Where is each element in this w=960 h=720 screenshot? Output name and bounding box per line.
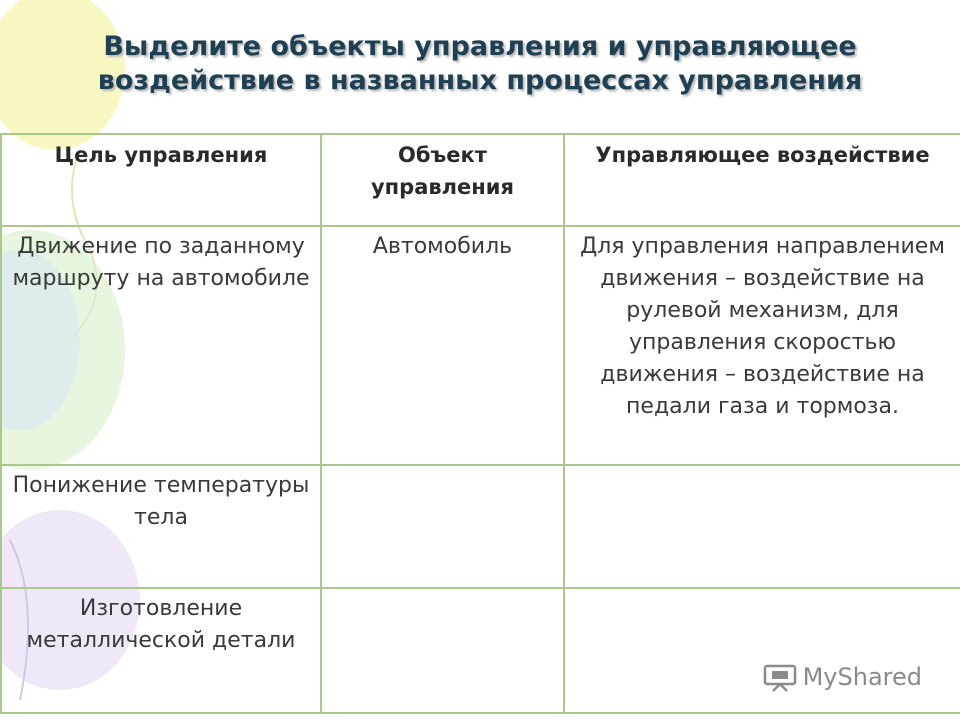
title-line-2: воздействие в названных процессах управления: [97, 65, 863, 96]
table-cell-goal: Движение по заданному маршруту на автомобиле: [1, 226, 321, 465]
watermark-text: MyShared: [802, 663, 922, 691]
header-action: Управляющее воздействие: [564, 134, 960, 226]
table-cell-object: [321, 465, 564, 588]
header-goal: Цель управления: [1, 134, 321, 226]
table-cell-action: [564, 465, 960, 588]
table-header-row: [1, 134, 960, 226]
header-object: Объект управления: [321, 134, 564, 226]
title-line-1: Выделите объекты управления и управляющее: [103, 31, 857, 62]
table-cell-action: [564, 588, 960, 713]
slide-title: [0, 30, 960, 98]
table-cell-object: Автомобиль: [321, 226, 564, 465]
table-cell-object: [321, 588, 564, 713]
table-row: [1, 588, 960, 713]
control-processes-table: [0, 133, 960, 714]
table-row: [1, 465, 960, 588]
table-cell-goal: Изготовление металлической детали: [1, 588, 321, 713]
table-cell-action: Для управления направлением движения – воздействие на рулевой механизм, для управления скоростью движения – воздействие на педали газа и тормоза.: [564, 226, 960, 465]
table-row: [1, 226, 960, 465]
presentation-icon: [763, 662, 797, 692]
myshared-watermark: [763, 662, 922, 692]
table-cell-goal: Понижение температуры тела: [1, 465, 321, 588]
